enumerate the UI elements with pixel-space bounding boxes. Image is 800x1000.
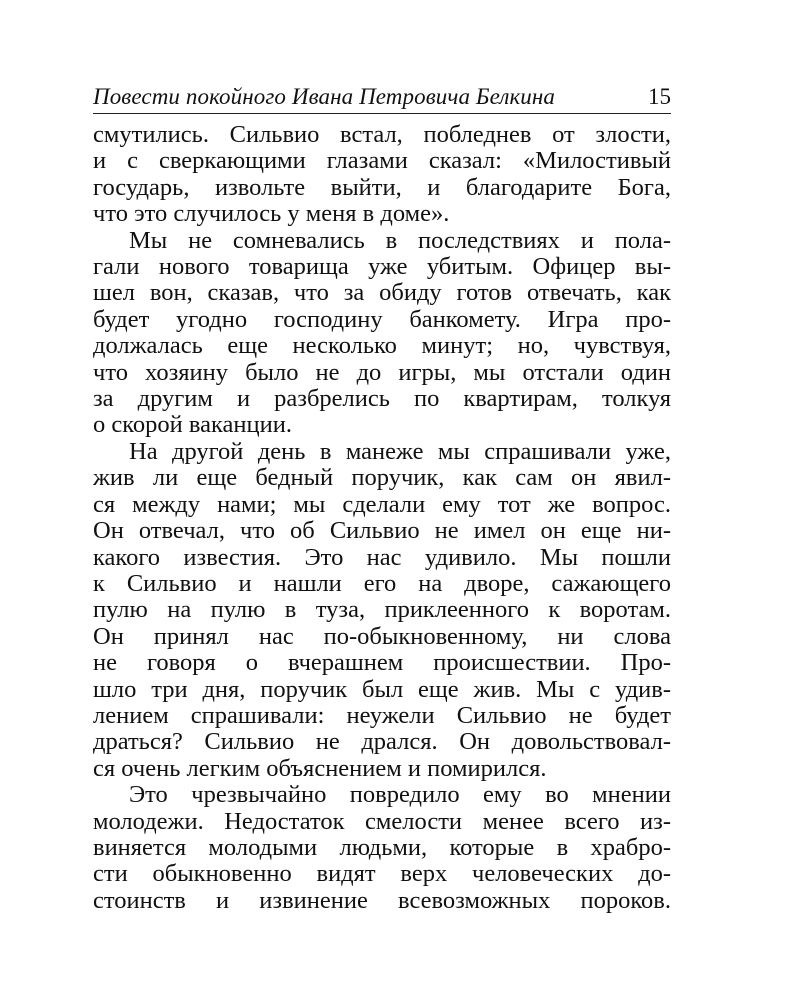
text-line: будет угодно господину банкомету. Игра про-: [93, 305, 671, 333]
book-page: [93, 80, 671, 914]
text-line: На другой день в манеже мы спрашивали уже,: [129, 437, 671, 465]
text-body: [93, 122, 671, 914]
text-line: о скорой ваканции.: [93, 411, 292, 439]
text-line: жив ли еще бедный поручик, как сам он явил-: [93, 464, 671, 492]
running-header-title: Повести покойного Ивана Петровича Белкина: [93, 84, 556, 109]
text-line: виняется молодыми людьми, которые в храбро-: [93, 833, 671, 861]
text-line: ся между нами; мы сделали ему тот же вопрос.: [93, 490, 671, 518]
text-line: шел вон, сказав, что за обиду готов отвечать, как: [93, 279, 671, 307]
text-line: что это случилось у меня в доме».: [93, 200, 450, 228]
text-line: ся очень легким объяснением и помирился.: [93, 754, 547, 782]
text-line: пулю на пулю в туза, приклеенного к воротам.: [93, 596, 671, 624]
text-line: и с сверкающими глазами сказал: «Милостивый: [93, 147, 671, 175]
text-line: к Сильвио и нашли его на дворе, сажающего: [93, 569, 671, 597]
text-line: шло три дня, поручик был еще жив. Мы с удив-: [93, 675, 671, 703]
running-header: [93, 80, 671, 114]
text-line: сти обыкновенно видят верх человеческих до-: [93, 860, 671, 888]
text-line: лением спрашивали: неужели Сильвио не будет: [93, 701, 671, 729]
text-line: не говоря о вчерашнем происшествии. Про-: [93, 649, 671, 677]
text-line: Он отвечал, что об Сильвио не имел он еще ни-: [93, 517, 671, 545]
text-line: какого известия. Это нас удивило. Мы пошли: [93, 543, 671, 571]
text-line: должалась еще несколько минут; но, чувствуя,: [93, 332, 671, 360]
text-line: за другим и разбрелись по квартирам, толкуя: [93, 385, 671, 413]
text-line: Мы не сомневались в последствиях и пола-: [129, 226, 671, 254]
text-line: смутились. Сильвио встал, побледнев от злости,: [93, 121, 671, 148]
text-line: что хозяину было не до игры, мы отстали один: [93, 358, 671, 386]
text-line: стоинств и извинение всевозможных пороков.: [93, 886, 671, 914]
text-line: драться? Сильвио не дрался. Он довольствовал-: [93, 728, 671, 756]
paragraph: [93, 122, 671, 228]
text-line: гали нового товарища уже убитым. Офицер вы-: [93, 253, 671, 281]
text-line: молодежи. Недостаток смелости менее всего из-: [93, 807, 671, 835]
paragraph: [93, 228, 671, 439]
text-line: государь, извольте выйти, и благодарите Бога,: [93, 173, 671, 201]
paragraph: [93, 439, 671, 782]
paragraph: [93, 782, 671, 914]
page-number: 15: [648, 84, 671, 109]
text-line: Это чрезвычайно повредило ему во мнении: [129, 781, 671, 809]
text-line: Он принял нас по-обыкновенному, ни слова: [93, 622, 671, 650]
